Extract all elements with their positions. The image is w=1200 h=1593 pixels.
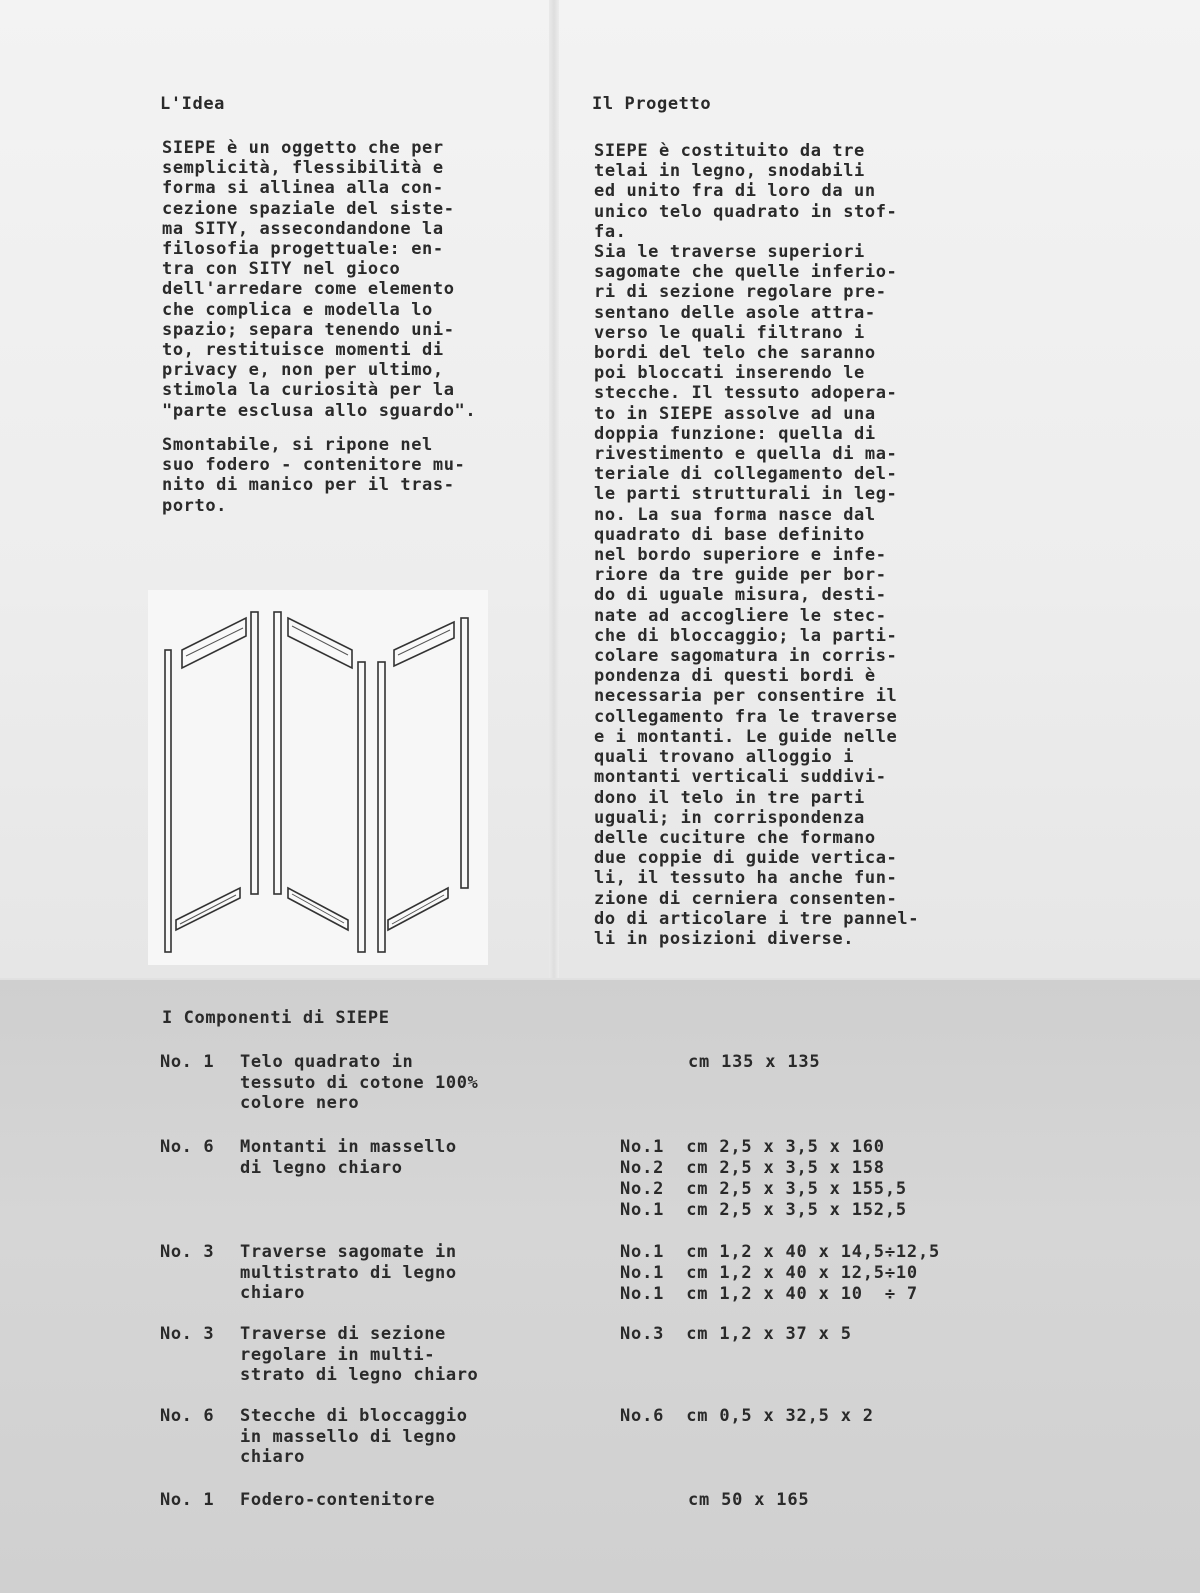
component-description: Fodero-contenitore <box>240 1490 436 1510</box>
component-dimensions: No.3 cm 1,2 x 37 x 5 <box>620 1324 852 1344</box>
component-quantity: No. 3 <box>160 1242 215 1262</box>
component-quantity: No. 1 <box>160 1052 215 1072</box>
components-heading: I Componenti di SIEPE <box>162 1008 390 1028</box>
upright-5 <box>378 662 385 952</box>
component-description: Stecche di bloccaggio in massello di legno chiaro <box>240 1406 468 1467</box>
component-description: Montanti in massello di legno chiaro <box>240 1137 457 1178</box>
upright-2 <box>251 612 258 894</box>
component-quantity: No. 3 <box>160 1324 215 1344</box>
component-dimensions: cm 50 x 165 <box>688 1490 810 1510</box>
component-quantity: No. 6 <box>160 1137 215 1157</box>
top-crossbar-3 <box>394 622 454 666</box>
screen-drawing-svg <box>148 590 488 965</box>
component-quantity: No. 6 <box>160 1406 215 1426</box>
upright-1 <box>165 650 171 952</box>
component-description: Traverse di sezione regolare in multi- strato di legno chiaro <box>240 1324 479 1385</box>
upright-6 <box>461 618 468 888</box>
component-quantity: No. 1 <box>160 1490 215 1510</box>
idea-paragraph-1: SIEPE è un oggetto che per semplicità, flessibilità e forma si allinea alla con- cezione spaziale del siste- ma SITY, assecondandone la filosofia progettuale: en- tra con SITY nel gioco dell'arredare come elemento che complica e modella lo spazio; separa tenendo uni- to, restituisce momenti di privacy e, non per ultimo, stimola la curiosità per la "parte esclusa allo sguardo". <box>162 138 477 421</box>
component-description: Traverse sagomate in multistrato di legno chiaro <box>240 1242 457 1303</box>
upright-4 <box>358 662 365 952</box>
component-description: Telo quadrato in tessuto di cotone 100% colore nero <box>240 1052 479 1113</box>
top-crossbar-1 <box>182 618 246 668</box>
top-crossbar-2 <box>288 618 352 668</box>
component-dimensions: No.1 cm 1,2 x 40 x 14,5÷12,5 No.1 cm 1,2 x 40 x 12,5÷10 No.1 cm 1,2 x 40 x 10 ÷ 7 <box>620 1242 941 1304</box>
idea-paragraph-2: Smontabile, si ripone nel suo fodero - contenitore mu- nito di manico per il tras- porto. <box>162 435 466 516</box>
project-heading: Il Progetto <box>592 94 712 114</box>
upright-3 <box>274 612 281 894</box>
screen-exploded-drawing <box>148 590 488 965</box>
idea-heading: L'Idea <box>160 94 226 114</box>
component-dimensions: No.6 cm 0,5 x 32,5 x 2 <box>620 1406 874 1426</box>
project-paragraph: SIEPE è costituito da tre telai in legno, snodabili ed unito fra di loro da un unico telo quadrato in stof- fa. Sia le traverse superiori sagomate che quelle inferio- ri di sezione regolare pre- sentano delle asole attra- verso le quali filtrano i bordi del telo che saranno poi bloccati inserendo le stecche. Il tessuto adopera- to in SIEPE assolve ad una doppia funzione: quella di rivestimento e quella di ma- teriale di collegamento del- le parti strutturali in leg- no. La sua forma nasce dal quadrato di base definito nel bordo superiore e infe- riore da tre guide per bor- do di uguale misura, desti- nate ad accogliere le stec- che di bloccaggio; la parti- colare sagomatura in corris- pondenza di questi bordi è necessaria per consentire il collegamento fra le traverse e i montanti. Le guide nelle quali trovano alloggio i montanti verticali suddivi- dono il telo in tre parti uguali; in corrispondenza delle cuciture che formano due coppie di guide vertica- li, il tessuto ha anche fun- zione di cerniera consenten- do di articolare i tre pannel- li in posizioni diverse. <box>594 141 920 949</box>
component-dimensions: cm 135 x 135 <box>688 1052 821 1072</box>
column-divider <box>549 0 559 980</box>
component-dimensions: No.1 cm 2,5 x 3,5 x 160 No.2 cm 2,5 x 3,5 x 158 No.2 cm 2,5 x 3,5 x 155,5 No.1 cm 2,5 x 3,5 x 152,5 <box>620 1137 907 1220</box>
